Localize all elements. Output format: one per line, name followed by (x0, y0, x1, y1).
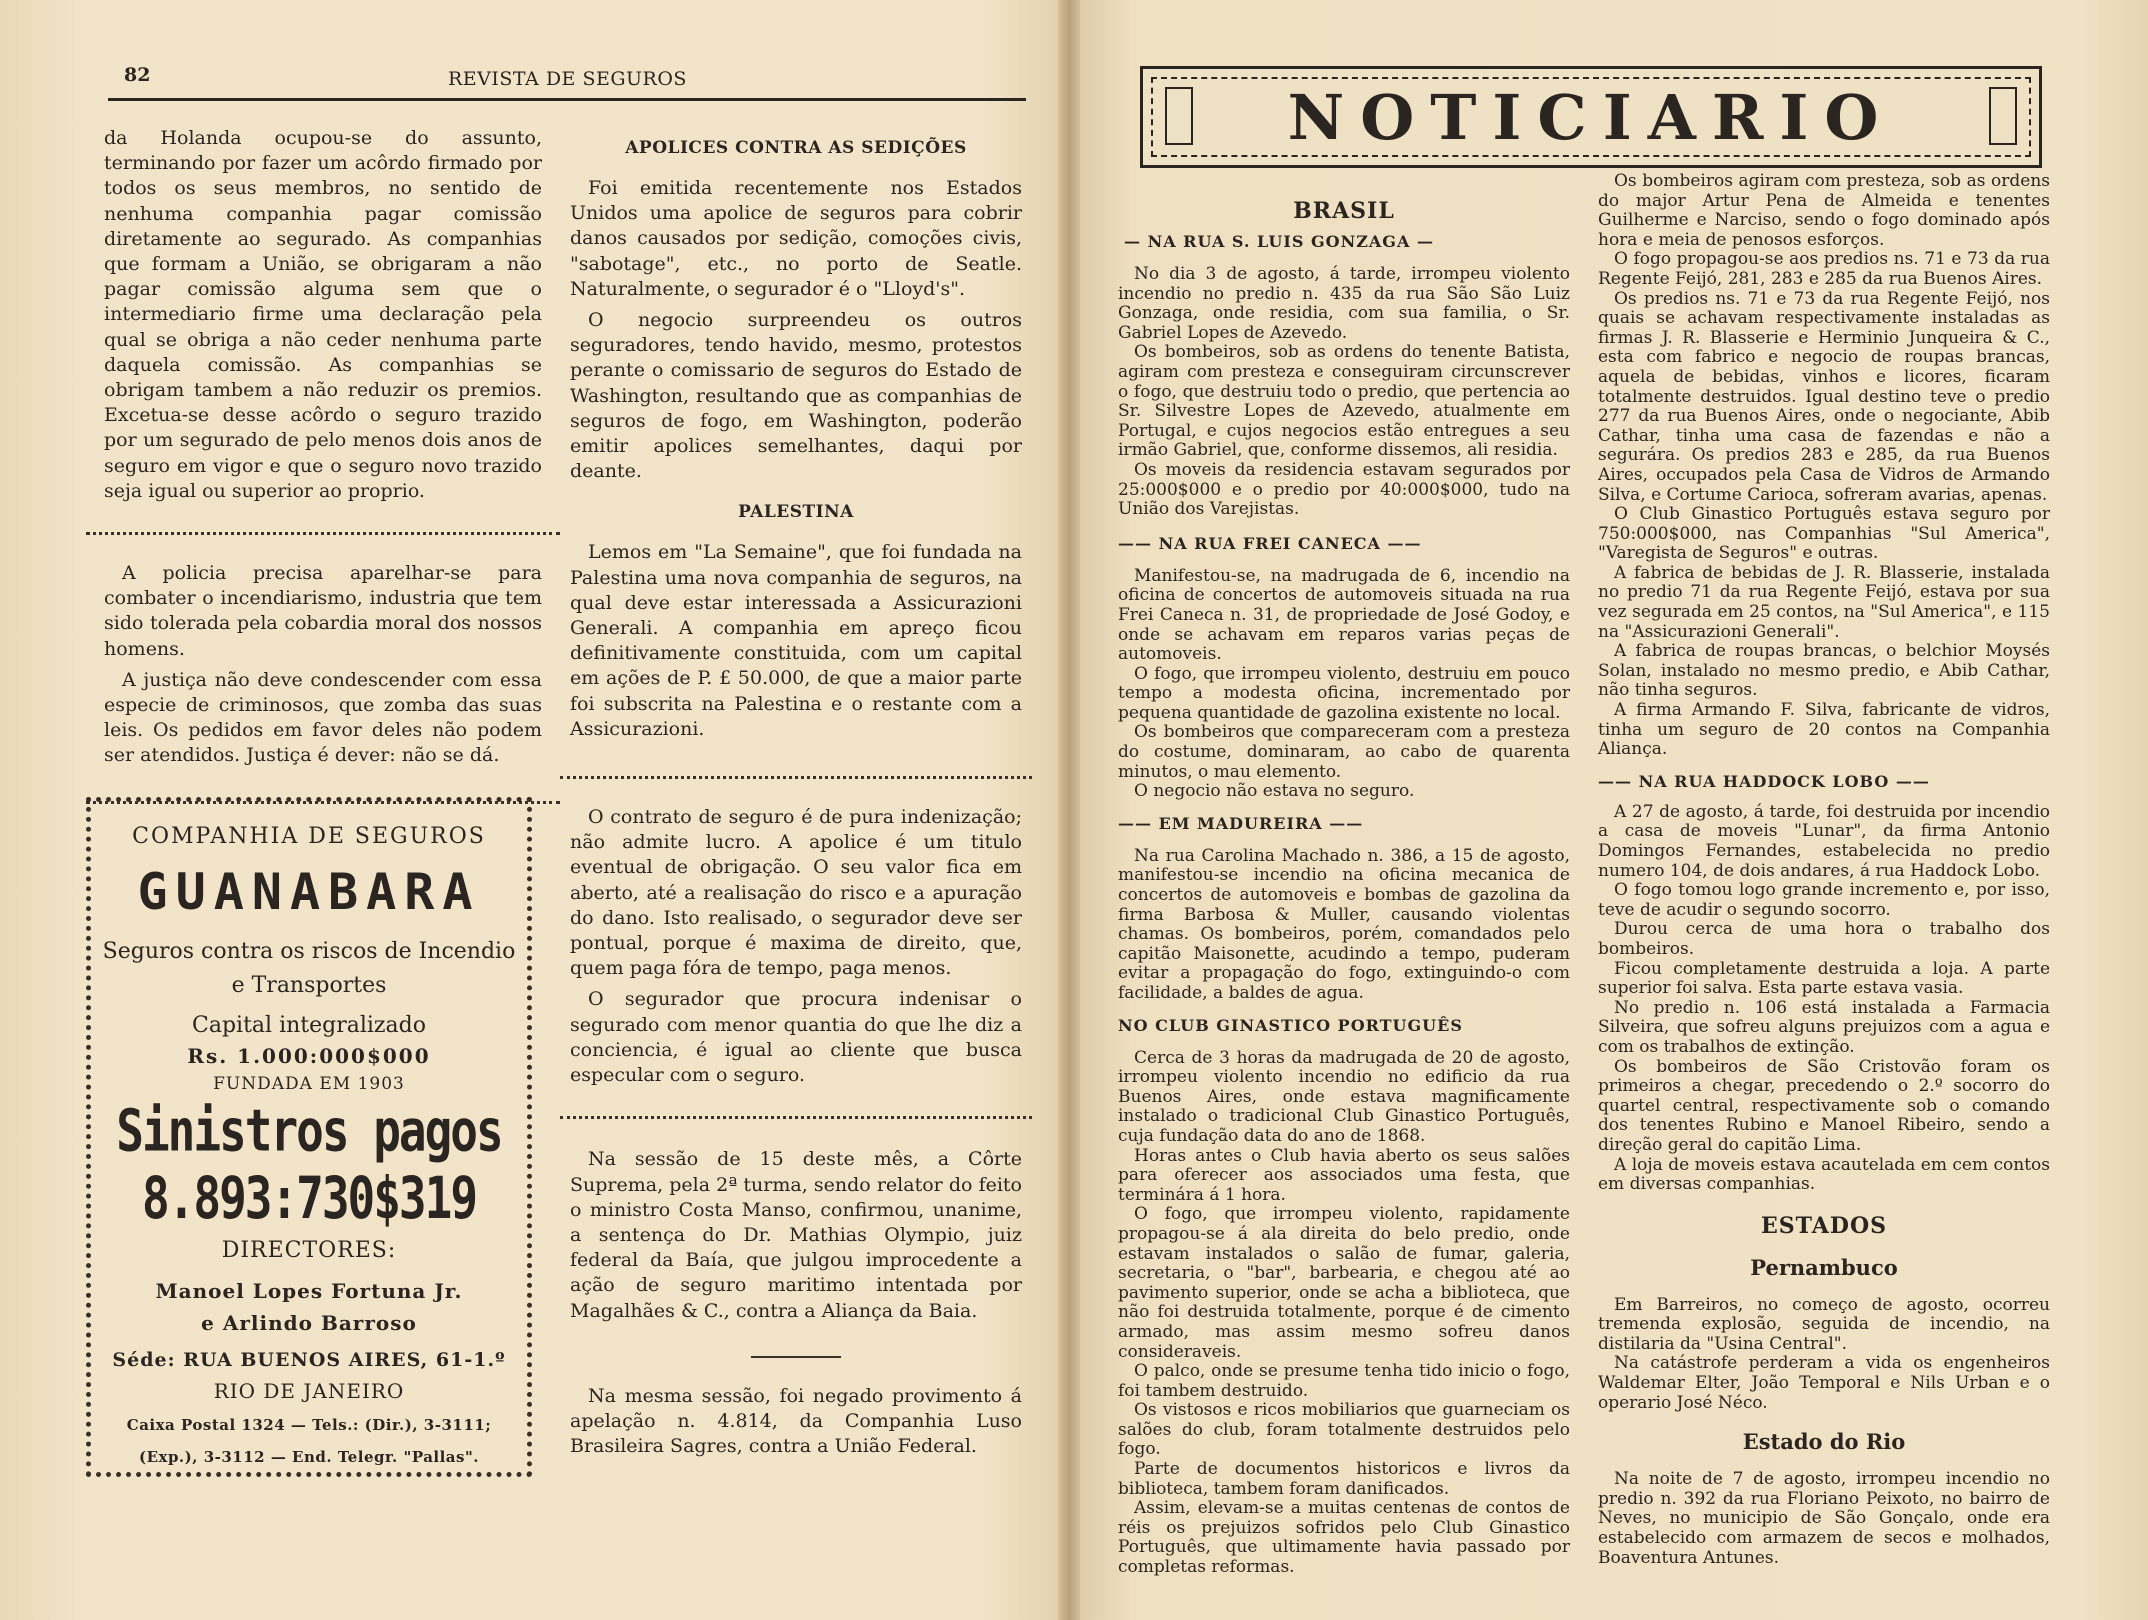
news-paragraph: Os predios ns. 71 e 73 da rua Regente Feijó, nos quais se achavam respectivamente instaladas as firmas J. R. Blasserie e Herminio Junqueira & C., esta com fabrico e negocio de roupas brancas, aquela de bebidas, vinhos e licores, ficaram totalmente destruidos. Igual destino teve o predio 277 da rua Buenos Aires, onde o negociante, Abib Cathar, tinha uma casa de fazendas e não a segurára. Os predios 283 e 285, da rua Buenos Aires, occupados pela Casa de Vidros de Armando Silva, e Cortume Carioca, sofreram avarias, apenas. (1598, 288, 2050, 505)
news-paragraph: Os bombeiros, sob as ordens do tenente Batista, agiram com presteza e conseguiram circunscrever o fogo, que destruiu todo o predio, que pertencia ao Sr. Silvestre Lopes de Azevedo, atualmente em Portugal, e cujos negocios estão entregues a seu irmão Gabriel, que, conforme dissemos, ali residia. (1118, 342, 1570, 461)
article-paragraph: O contrato de seguro é de pura indenização; não admite lucro. A apolice é um titulo eventual de obrigação. O seu valor fica em aberto, até a realisação do risco e a apuração do dano. Isto realisado, o segurador deve ser pontual, porque é maxima de direito, que, quem paga fóra de tempo, paga menos. (570, 806, 1022, 980)
ad-contact: (Exp.), 3-3112 — End. Telegr. "Pallas". (138, 1448, 480, 1466)
news-paragraph: Assim, elevam-se a muitas centenas de contos de réis os prejuizos sofridos pelo Club Ginastico Português, que ultimamente havia passado por completas reformas. (1118, 1498, 1570, 1578)
ad-directors-label: DIRECTORES: (221, 1238, 397, 1263)
news-paragraph: Em Barreiros, no começo de agosto, ocorreu tremenda explosão, seguida de incendio, na distilaria da "Usina Central". (1598, 1294, 2050, 1354)
news-paragraph: O fogo tomou logo grande incremento e, por isso, teve de acudir o segundo socorro. (1598, 880, 2050, 920)
subsection-heading: — NA RUA S. LUIS GONZAGA — (1124, 232, 1434, 251)
news-paragraph: Os bombeiros de São Cristovão foram os primeiros a chegar, precedendo o 2.º socorro do quartel central, respectivamente sob o comando dos tenentes Rubino e Manoel Ribeiro, sendo a direção geral do capitão Lima. (1598, 1056, 2050, 1155)
banner-title: NOTICIARIO (1287, 81, 1895, 154)
ad-line: Seguros contra os riscos de Incendio (102, 939, 516, 964)
news-paragraph: Os moveis da residencia estavam segurados por 25:000$000 e o predio por 40:000$000, tudo na União dos Varejistas. (1118, 459, 1570, 520)
news-paragraph: O fogo, que irrompeu violento, destruiu em pouco tempo a modesta oficina, incrementado por pequena quantidade de gazolina existente no local. (1118, 663, 1570, 723)
news-paragraph: Os vistosos e ricos mobiliarios que guarneciam os salões do club, foram totalmente destruidos pelo fogo. (1118, 1400, 1570, 1460)
news-paragraph: A 27 de agosto, á tarde, foi destruida por incendio a casa de moveis "Lunar", da firma Antonio Domingos Fernandes, estabelecida no predio numero 104, de dois andares, á rua Haddock Lobo. (1598, 801, 2050, 881)
news-paragraph: A fabrica de bebidas de J. R. Blasserie, instalada no predio 71 da rua Regente Feijó, estava por sua vez segurada em 25 contos, na "Sul America", e 115 na "Assicurazioni Generali". (1598, 562, 2050, 642)
news-paragraph: A firma Armando F. Silva, fabricante de vidros, tinha um seguro de 20 contos na Companhia Aliança. (1598, 700, 2050, 760)
ad-capital-label: Capital integralizado (192, 1013, 426, 1038)
ad-line: e Transportes (231, 973, 387, 998)
header-rule (108, 98, 1026, 101)
ad-director: Manoel Lopes Fortuna Jr. (155, 1279, 463, 1303)
ad-address: Séde: RUA BUENOS AIRES, 61-1.º (112, 1349, 506, 1371)
news-paragraph: Na rua Carolina Machado n. 386, a 15 de agosto, manifestou-se incendio na oficina mecanica de concertos de automoveis e bombas de gazolina da firma Barbosa & Muller, causando violentas chamas. Os bombeiros, porém, comandados pelo capitão Maisonette, acudindo a tempo, puderam evitar a propagação do fogo, extinguindo-o com facilidade, a baldes de agua. (1118, 845, 1570, 1003)
ad-capital: Rs. 1.000:000$000 (187, 1044, 431, 1068)
news-paragraph: Ficou completamente destruida a loja. A parte superior foi salva. Esta parte estava vasia. (1598, 958, 2050, 999)
dotted-separator (560, 1116, 1032, 1119)
article-paragraph: Na sessão de 15 deste mês, a Côrte Suprema, pela 2ª turma, sendo relator do feito o ministro Costa Manso, confirmou, unanime, a sentença do Dr. Mathias Olympio, juiz federal da Baía, que julgou improcedente a ação de seguro maritimo intentada por Magalhães & C., contra a Aliança da Baia. (570, 1148, 1022, 1322)
news-paragraph: Na noite de 7 de agosto, irrompeu incendio no predio n. 392 da rua Floriano Peixoto, no bairro de Neves, no municipio de São Gonçalo, onde era estabelecido com armazem de secos e molhados, Boaventura Antunes. (1598, 1469, 2050, 1568)
news-paragraph: O Club Ginastico Português estava seguro por 750:000$000, nas Companhias "Sul America", "Varegista de Seguros" e outras. (1598, 504, 2050, 564)
article-paragraph: Lemos em "La Semaine", que foi fundada na Palestina uma nova companhia de seguros, na qual deve estar interessada a Assicurazioni Generali. A companhia em apreço ficou definitivamente constituida, com um capital em ações de P. £ 50.000, de que a maior parte foi subscrita na Palestina e o restante com a Assicurazioni. (570, 541, 1022, 740)
news-paragraph: Durou cerca de uma hora o trabalho dos bombeiros. (1598, 919, 2050, 959)
news-paragraph: No predio n. 106 está instalada a Farmacia Silveira, que sofreu alguns prejuizos com a agua e com os trabalhos de extinção. (1598, 997, 2050, 1057)
article-paragraph: A policia precisa aparelhar-se para combater o incendiarismo, industria que tem sido tolerada pela cobardia moral dos nossos homens. (104, 562, 542, 660)
book-gutter (1058, 0, 1080, 1620)
left-column-1 (104, 126, 542, 804)
news-paragraph: Os bombeiros agiram com presteza, sob as ordens do major Artur Pena de Almeida e tenentes Guilherme e Narciso, sendo o fogo dominado após hora e meia de penosos esforços. (1598, 171, 2050, 250)
ad-company-label: COMPANHIA DE SEGUROS (132, 824, 486, 849)
right-column-1 (1118, 198, 1570, 1578)
news-paragraph: Os bombeiros que compareceram com a presteza do costume, dominaram, ao cabo de quarenta minutos, o mau elemento. (1118, 722, 1570, 782)
noticiario-banner (1140, 66, 2042, 168)
article-paragraph: da Holanda ocupou-se do assunto, terminando por fazer um acôrdo firmado por todos os seus membros, no sentido de nenhuma companhia pagar comissão diretamente ao segurado. As companhias que formam a União, se obrigaram a não pagar comissão alguma sem que o intermediario firme uma declaração pela qual se obriga a não ceder nenhuma parte daquela comissão. As companhias se obrigam tambem a não reduzir os premios. Excetua-se desse acôrdo o seguro trazido por um segurado de pelo menos dois anos de seguro em vigor e que o seguro novo trazido seja igual ou superior ao proprio. (104, 127, 542, 502)
article-paragraph: O negocio surpreendeu os outros seguradores, tendo havido, mesmo, protestos perante o comissario de seguros do Estado de Washington, resultando que as companhias de seguros de fogo, em Washington, poderão emitir apolices semelhantes, daqui por deante. (570, 309, 1022, 483)
ad-contact: Caixa Postal 1324 — Tels.: (Dir.), 3-3111; (126, 1416, 492, 1434)
banner-ornament (1989, 87, 2017, 145)
banner-ornament (1165, 87, 1193, 145)
article-paragraph: O segurador que procura indenisar o segurado com menor quantia do que lhe diz a conciencia, é igual ao cliente que busca especular com o seguro. (570, 988, 1022, 1087)
subsection-heading: —— EM MADUREIRA —— (1118, 813, 1364, 833)
news-paragraph: O fogo propagou-se aos predios ns. 71 e 73 da rua Regente Feijó, 281, 283 e 285 da rua Buenos Aires. (1598, 249, 2050, 289)
subsection-heading: —— NA RUA FREI CANECA —— (1118, 533, 1422, 553)
region-heading: Pernambuco (1750, 1254, 1898, 1280)
article-paragraph: A justiça não deve condescender com essa especie de criminosos, que zomba das suas leis. Os pedidos em favor deles não podem ser atendidos. Justiça é dever: não se dá. (104, 668, 542, 767)
right-column-2 (1598, 172, 2050, 1568)
news-paragraph: O fogo, que irrompeu violento, rapidamente propagou-se á ala direita do belo predio, onde estavam instalados o salão de fumar, galeria, secretaria, o "bar", barbearia, e chegou até ao pavimento superior, onde se acha a biblioteca, que não foi destruida totalmente, porque é de cimento armado, mas assim mesmo sofreu danos consideraveis. (1118, 1204, 1570, 1362)
running-title: REVISTA DE SEGUROS (448, 68, 687, 90)
page-number: 82 (124, 64, 151, 86)
news-paragraph: O palco, onde se presume tenha tido inicio o fogo, foi tambem destruido. (1118, 1361, 1570, 1401)
article-paragraph: Foi emitida recentemente nos Estados Unidos uma apolice de seguros para cobrir danos causados por sedição, comoções civis, "sabotage", etc., no porto de Seatle. Naturalmente, o segurador é o "Lloyd's". (570, 177, 1022, 300)
ad-sinistros: Sinistros pagos 8.893:730$319 (116, 1096, 502, 1232)
news-paragraph: A fabrica de roupas brancas, o belchior Moysés Solan, instalado no mesmo predio, e Abib Cathar, não tinha seguros. (1598, 641, 2050, 701)
ad-company-name: GUANABARA (137, 863, 481, 921)
news-paragraph: A loja de moveis estava acautelada em cem contos em diversas companhias. (1598, 1154, 2050, 1195)
section-title: ESTADOS (1760, 1212, 1888, 1239)
ad-director: e Arlindo Barroso (201, 1311, 417, 1335)
left-column-2 (570, 138, 1022, 1459)
news-paragraph: Cerca de 3 horas da madrugada de 20 de agosto, irrompeu violento incendio no edificio da rua Buenos Aires, onde estava magnificamente instalado o tradicional Club Ginastico Português, cuja fundação data do ano de 1868. (1118, 1047, 1570, 1146)
short-rule (751, 1356, 841, 1358)
subsection-heading: —— NA RUA HADDOCK LOBO —— (1598, 771, 1930, 791)
article-paragraph: Na mesma sessão, foi negado provimento á apelação n. 4.814, da Companhia Luso Brasileira Sagres, contra a União Federal. (570, 1384, 1022, 1458)
dotted-separator (560, 776, 1032, 779)
news-paragraph: Na catástrofe perderam a vida os engenheiros Waldemar Elter, João Temporal e Nils Urban e o operario José Néco. (1598, 1353, 2050, 1413)
region-heading: Estado do Rio (1742, 1429, 1906, 1455)
subsection-heading: NO CLUB GINASTICO PORTUGUÊS (1118, 1015, 1463, 1035)
dotted-separator (86, 532, 560, 535)
news-paragraph: Parte de documentos historicos e livros da biblioteca, tambem foram danificados. (1118, 1459, 1570, 1499)
ad-city: RIO DE JANEIRO (213, 1379, 405, 1403)
news-paragraph: Horas antes o Club havia aberto os seus salões para oferecer aos associados uma festa, que terminára á 1 hora. (1118, 1145, 1570, 1205)
section-heading: APOLICES CONTRA AS SEDIÇÕES (625, 138, 967, 158)
ad-founded: FUNDADA EM 1903 (213, 1074, 405, 1094)
news-paragraph: O negocio não estava no seguro. (1134, 781, 1415, 802)
section-title: BRASIL (1293, 198, 1395, 224)
guanabara-advertisement (86, 797, 532, 1477)
section-heading: PALESTINA (738, 502, 854, 523)
news-paragraph: No dia 3 de agosto, á tarde, irrompeu violento incendio no predio n. 435 da rua São São Luiz Gonzaga, onde residia, com sua familia, o Sr. Gabriel Lopes de Azevedo. (1118, 264, 1570, 343)
news-paragraph: Manifestou-se, na madrugada de 6, incendio na oficina de concertos de automoveis situada na rua Frei Caneca n. 31, de propriedade de José Godoy, e onde se achavam em reparos varias peças de automoveis. (1118, 565, 1570, 665)
